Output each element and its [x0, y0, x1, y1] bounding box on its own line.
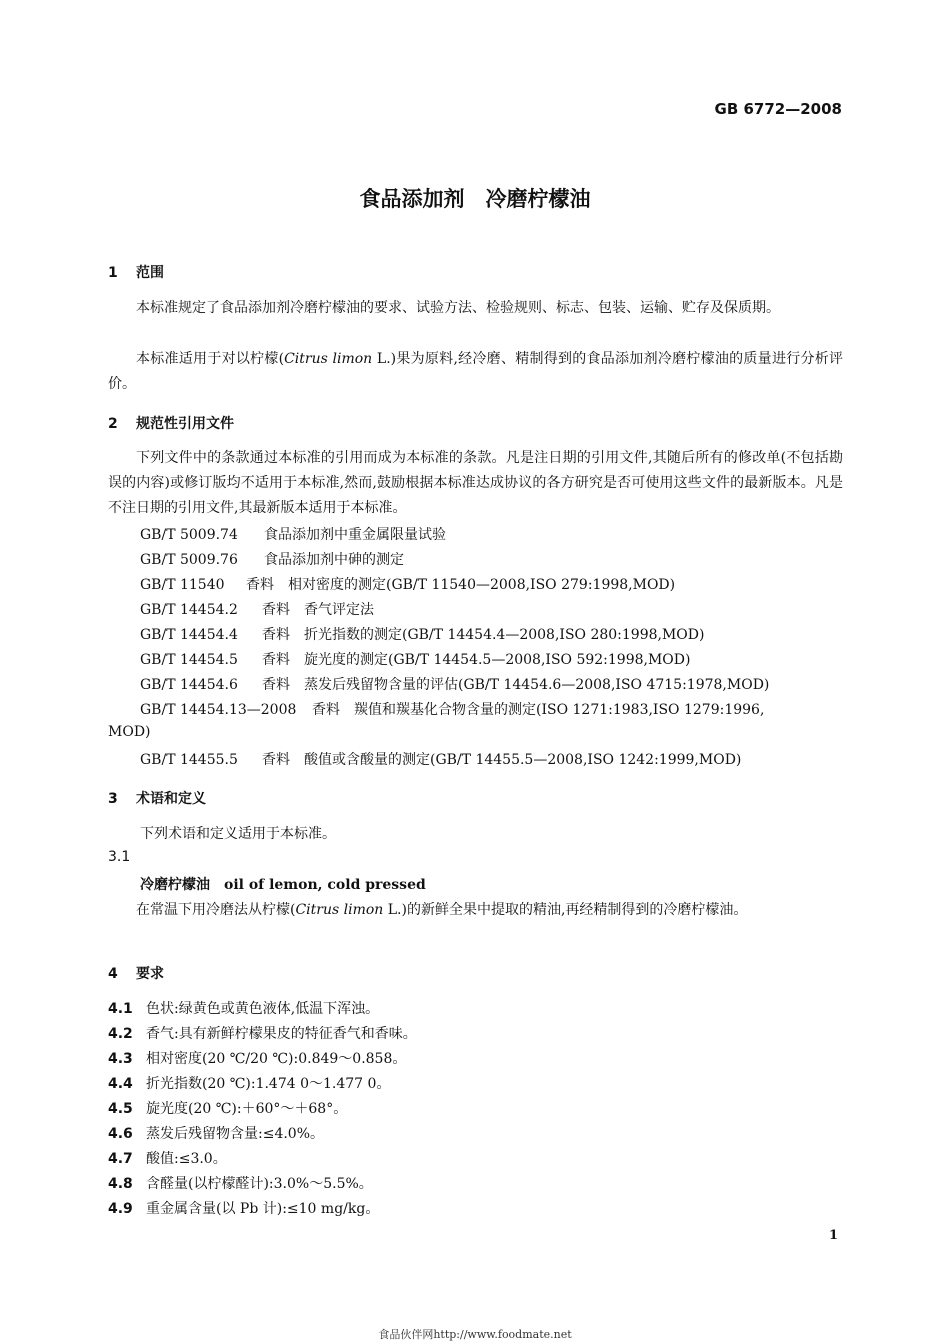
reference-code: GB/T 5009.76	[140, 552, 238, 568]
reference-title: 香料 相对密度的测定(GB/T 11540—2008,ISO 279:1998,MOD)	[246, 577, 676, 593]
term-definition	[108, 898, 843, 923]
requirement-item	[108, 1123, 324, 1143]
reference-item	[140, 699, 764, 719]
reference-item-continuation: MOD)	[108, 724, 151, 740]
requirement-item	[108, 1198, 379, 1218]
latin-name: Citrus limon	[284, 351, 373, 367]
section-1-heading	[108, 262, 164, 282]
reference-title: 食品添加剂中重金属限量试验	[264, 527, 446, 543]
requirement-text: 酸值:≤3.0。	[146, 1151, 227, 1167]
subsection-number: 3.1	[108, 849, 131, 865]
section-3-intro: 下列术语和定义适用于本标准。	[140, 826, 336, 842]
reference-title: 香料 酸值或含酸量的测定(GB/T 14455.5—2008,ISO 1242:1999,MOD)	[262, 752, 742, 768]
requirement-item	[108, 1073, 390, 1093]
section-1-paragraph-1: 本标准规定了食品添加剂冷磨柠檬油的要求、试验方法、检验规则、标志、包装、运输、贮存及保质期。	[136, 300, 780, 316]
requirement-item	[108, 1023, 417, 1043]
requirement-number: 4.8	[108, 1176, 133, 1192]
reference-title: 食品添加剂中砷的测定	[264, 552, 404, 568]
document-title: 食品添加剂 冷磨柠檬油	[359, 187, 591, 211]
requirement-number: 4.7	[108, 1151, 133, 1167]
section-2-intro: 下列文件中的条款通过本标准的引用而成为本标准的条款。凡是注日期的引用文件,其随后所有的修改单(不包括勘误的内容)或修订版均不适用于本标准,然而,鼓励根据本标准达成协议的各方研究是否可使用这些文件的最新版本。凡是不注日期的引用文件,其最新版本适用于本标准。	[108, 450, 843, 516]
requirement-item	[108, 998, 379, 1018]
requirement-number: 4.4	[108, 1076, 133, 1092]
reference-item	[140, 574, 675, 594]
reference-item	[140, 674, 769, 694]
requirement-item	[108, 1173, 373, 1193]
reference-code: GB/T 5009.74	[140, 527, 238, 543]
requirement-number: 4.2	[108, 1026, 133, 1042]
reference-code: GB/T 14454.6	[140, 677, 238, 693]
reference-code: GB/T 11540	[140, 577, 225, 593]
section-title: 规范性引用文件	[136, 416, 234, 432]
section-title: 要求	[136, 966, 164, 982]
requirement-number: 4.1	[108, 1001, 133, 1017]
section-title: 术语和定义	[136, 791, 206, 807]
requirement-item	[108, 1148, 227, 1168]
reference-code: GB/T 14454.13—2008	[140, 702, 297, 718]
reference-code: GB/T 14454.5	[140, 652, 238, 668]
requirement-number: 4.5	[108, 1101, 133, 1117]
requirement-item	[108, 1098, 347, 1118]
section-number: 2	[108, 416, 118, 432]
requirement-text: 重金属含量(以 Pb 计):≤10 mg/kg。	[146, 1201, 380, 1217]
requirement-text: 折光指数(20 ℃):1.474 0～1.477 0。	[146, 1076, 391, 1092]
section-number: 4	[108, 966, 118, 982]
requirement-text: 色状:绿黄色或黄色液体,低温下浑浊。	[146, 1001, 380, 1017]
reference-item	[140, 624, 704, 644]
section-4-heading	[108, 963, 164, 983]
requirement-text: 蒸发后残留物含量:≤4.0%。	[146, 1126, 325, 1142]
reference-item	[140, 649, 690, 669]
reference-code: GB/T 14454.4	[140, 627, 238, 643]
section-title: 范围	[136, 265, 164, 281]
section-2-heading	[108, 413, 234, 433]
requirement-number: 4.3	[108, 1051, 133, 1067]
reference-code: GB/T 14454.2	[140, 602, 238, 618]
text-run: 本标准适用于对以柠檬(	[136, 351, 285, 367]
section-number: 1	[108, 265, 118, 281]
section-1-paragraph-2	[108, 347, 843, 397]
footer-watermark-link[interactable]: 食品伙伴网http://www.foodmate.net	[378, 1328, 572, 1341]
section-number: 3	[108, 791, 118, 807]
text-run: L.)的新鲜全果中提取的精油,再经精制得到的冷磨柠檬油。	[383, 902, 748, 918]
requirement-item	[108, 1048, 406, 1068]
text-run: L.)果为原料,经冷磨、精制得到的食品添加剂冷磨柠檬油的质量进行分析评价。	[108, 351, 843, 392]
reference-item	[140, 524, 446, 544]
requirement-number: 4.6	[108, 1126, 133, 1142]
section-3-heading	[108, 788, 206, 808]
reference-title: 香料 折光指数的测定(GB/T 14454.4—2008,ISO 280:1998,MOD)	[262, 627, 705, 643]
reference-title: 香料 蒸发后残留物含量的评估(GB/T 14454.6—2008,ISO 4715:1978,MOD)	[262, 677, 770, 693]
latin-name: Citrus limon	[295, 902, 384, 918]
reference-code: GB/T 14455.5	[140, 752, 238, 768]
requirement-text: 含醛量(以柠檬醛计):3.0%～5.5%。	[146, 1176, 373, 1192]
requirement-text: 旋光度(20 ℃):＋60°～＋68°。	[146, 1101, 348, 1117]
term-heading: 冷磨柠檬油 oil of lemon, cold pressed	[140, 877, 426, 893]
reference-title: 香料 旋光度的测定(GB/T 14454.5—2008,ISO 592:1998,MOD)	[262, 652, 691, 668]
reference-title: 香料 羰值和羰基化合物含量的测定(ISO 1271:1983,ISO 1279:1996,	[312, 702, 765, 718]
requirement-number: 4.9	[108, 1201, 133, 1217]
reference-item	[140, 599, 374, 619]
reference-item	[140, 749, 741, 769]
document-code: GB 6772—2008	[714, 100, 842, 118]
text-run: 在常温下用冷磨法从柠檬(	[136, 902, 296, 918]
requirement-text: 香气:具有新鲜柠檬果皮的特征香气和香味。	[146, 1026, 417, 1042]
page-number: 1	[828, 1228, 838, 1243]
reference-title: 香料 香气评定法	[262, 602, 374, 618]
requirement-text: 相对密度(20 ℃/20 ℃):0.849～0.858。	[146, 1051, 407, 1067]
reference-item	[140, 549, 404, 569]
